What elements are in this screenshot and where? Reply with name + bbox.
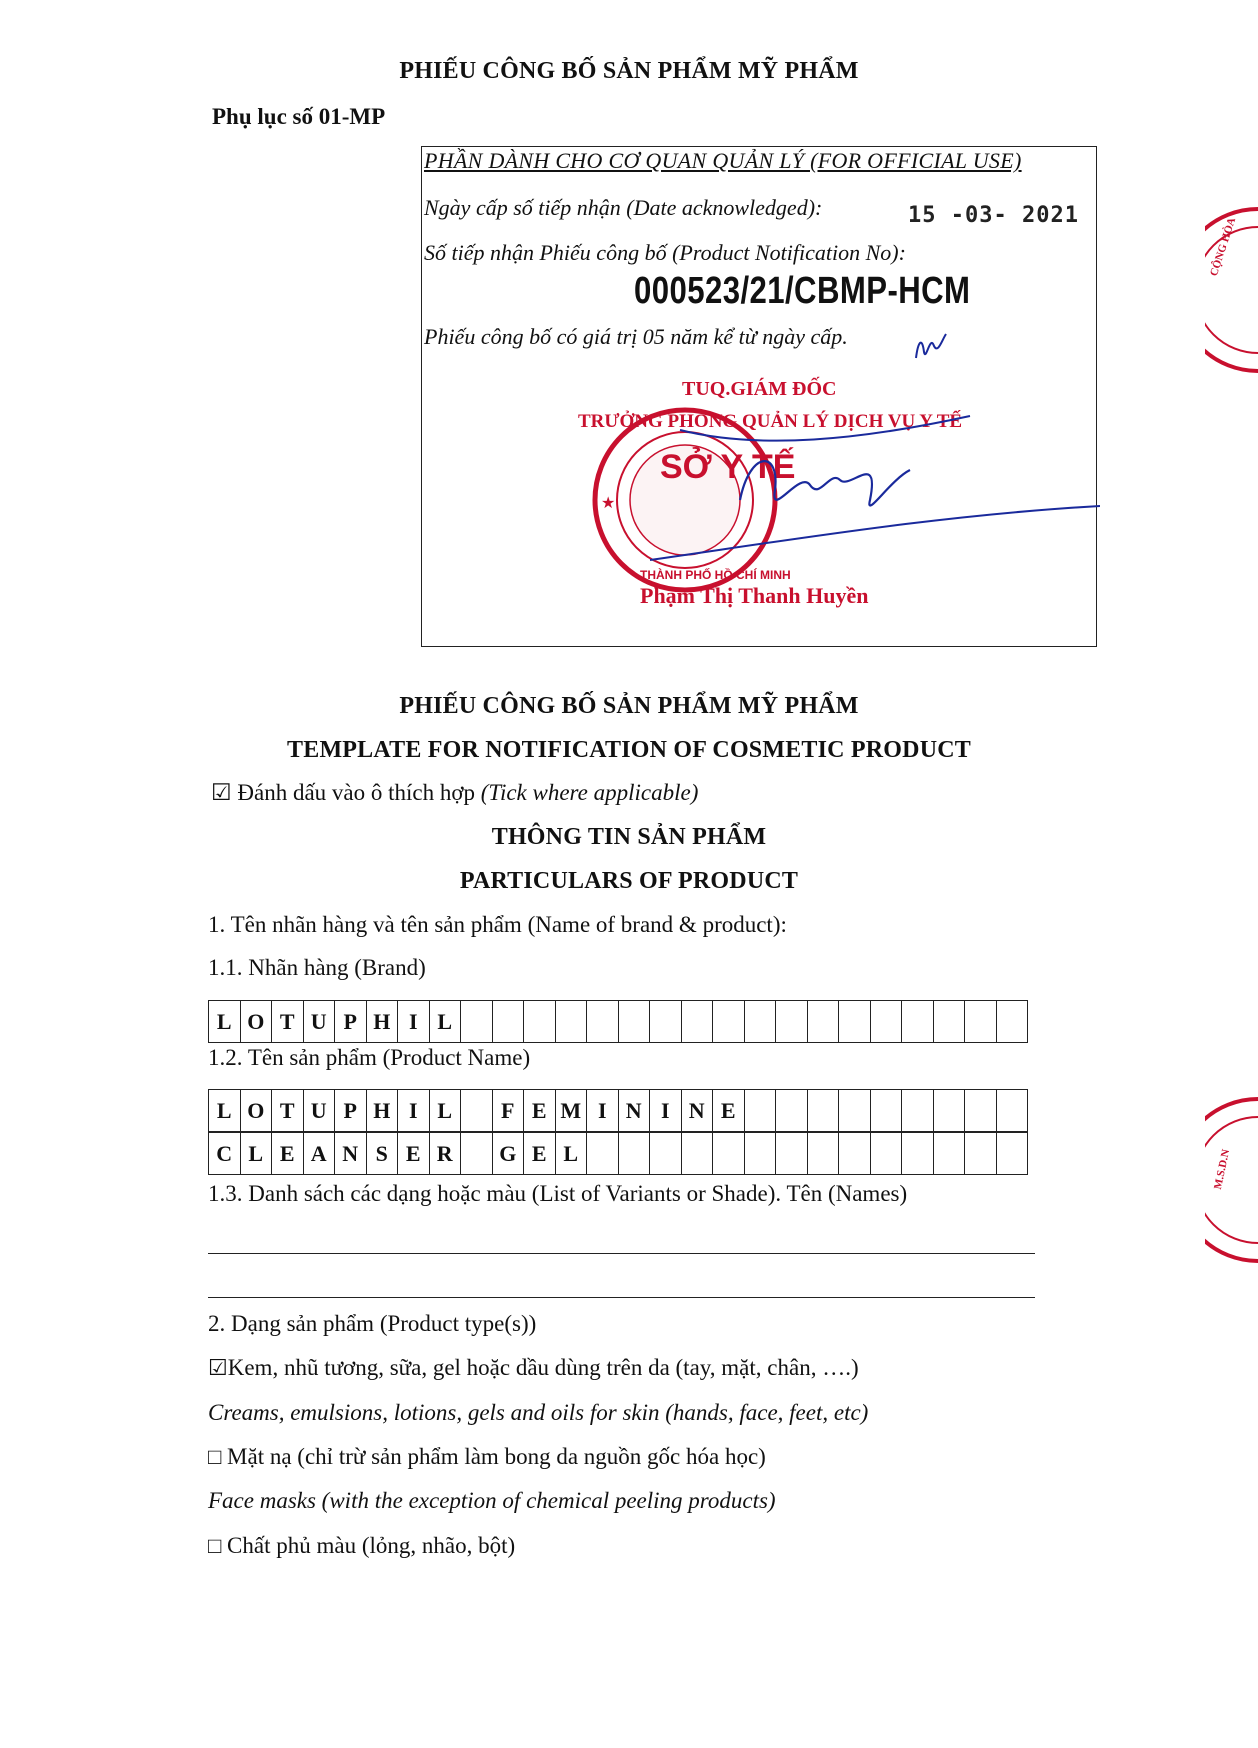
product-name-grid-row-1 xyxy=(208,1089,1028,1132)
letter-cell xyxy=(524,1001,556,1042)
letter-cell: I xyxy=(398,1090,430,1131)
letter-cell xyxy=(587,1001,619,1042)
date-acknowledged-label: Ngày cấp số tiếp nhận (Date acknowledged): xyxy=(424,195,823,220)
svg-text:★: ★ xyxy=(601,493,616,512)
option-3-vi: Chất phủ màu (lỏng, nhão, bột) xyxy=(227,1533,516,1558)
question-1-1: 1.1. Nhãn hàng (Brand) xyxy=(208,955,426,980)
letter-cell xyxy=(745,1001,777,1042)
letter-cell xyxy=(461,1001,493,1042)
appendix-label: Phụ lục số 01-MP xyxy=(212,104,386,129)
option-2-en: Face masks (with the exception of chemical peeling products) xyxy=(208,1488,776,1513)
empty-box-icon: □ xyxy=(208,1533,222,1558)
letter-cell xyxy=(776,1133,808,1174)
letter-cell: M xyxy=(556,1090,588,1131)
letter-cell: O xyxy=(241,1001,273,1042)
question-2: 2. Dạng sản phẩm (Product type(s)) xyxy=(208,1311,537,1336)
form-title-vi: PHIẾU CÔNG BỐ SẢN PHẨM MỸ PHẨM xyxy=(399,693,859,719)
letter-cell: T xyxy=(272,1001,304,1042)
letter-cell xyxy=(776,1090,808,1131)
brand-grid xyxy=(208,1000,1028,1043)
letter-cell xyxy=(650,1133,682,1174)
letter-cell: F xyxy=(493,1090,525,1131)
letter-cell: L xyxy=(209,1090,241,1131)
letter-cell xyxy=(871,1001,903,1042)
letter-cell: R xyxy=(430,1133,462,1174)
checked-box-icon: ☑ xyxy=(211,780,232,805)
letter-cell: E xyxy=(524,1133,556,1174)
letter-cell: E xyxy=(713,1090,745,1131)
initials-mark xyxy=(912,328,948,364)
letter-cell xyxy=(934,1090,966,1131)
product-type-option-2 xyxy=(208,1444,766,1470)
letter-cell xyxy=(808,1133,840,1174)
letter-cell: L xyxy=(430,1090,462,1131)
tick-note-en: (Tick where applicable) xyxy=(480,780,699,805)
letter-cell xyxy=(461,1133,493,1174)
option-1-vi: Kem, nhũ tương, sữa, gel hoặc dầu dùng trên da (tay, mặt, chân, ….) xyxy=(227,1355,859,1380)
letter-cell: E xyxy=(398,1133,430,1174)
date-acknowledged-value: 15 -03- 2021 xyxy=(908,203,1079,228)
section-title-vi: THÔNG TIN SẢN PHẨM xyxy=(491,824,767,850)
signer-name: Phạm Thị Thanh Huyền xyxy=(640,583,869,608)
letter-cell xyxy=(997,1090,1029,1131)
letter-cell: U xyxy=(304,1090,336,1131)
signature-ink xyxy=(640,410,1100,570)
form-title-en: TEMPLATE FOR NOTIFICATION OF COSMETIC PRODUCT xyxy=(287,737,971,763)
tick-note-vi: Đánh dấu vào ô thích hợp xyxy=(237,780,476,805)
signer-title-2: TRƯỞNG PHÒNG QUẢN LÝ DỊCH VỤ Y TẾ xyxy=(578,411,963,432)
letter-cell xyxy=(587,1133,619,1174)
checked-box-icon: ☑ xyxy=(208,1355,228,1380)
question-1-2: 1.2. Tên sản phẩm (Product Name) xyxy=(208,1045,531,1070)
letter-cell: I xyxy=(587,1090,619,1131)
letter-cell: E xyxy=(272,1133,304,1174)
letter-cell: C xyxy=(209,1133,241,1174)
letter-cell: N xyxy=(335,1133,367,1174)
edge-stamp-bottom-text: M.S.D.N xyxy=(1212,1148,1233,1191)
seal-center-text: SỞ Y TẾ xyxy=(660,448,796,486)
letter-cell xyxy=(965,1090,997,1131)
letter-cell: S xyxy=(367,1133,399,1174)
option-1-en: Creams, emulsions, lotions, gels and oils for skin (hands, face, feet, etc) xyxy=(208,1400,869,1425)
letter-cell: I xyxy=(398,1001,430,1042)
letter-cell: A xyxy=(304,1133,336,1174)
letter-cell xyxy=(776,1001,808,1042)
letter-cell: T xyxy=(272,1090,304,1131)
letter-cell: L xyxy=(241,1133,273,1174)
letter-cell xyxy=(556,1001,588,1042)
letter-cell xyxy=(902,1133,934,1174)
letter-cell: U xyxy=(304,1001,336,1042)
letter-cell: H xyxy=(367,1001,399,1042)
letter-cell: L xyxy=(209,1001,241,1042)
letter-cell: P xyxy=(335,1001,367,1042)
product-type-option-3 xyxy=(208,1533,515,1559)
letter-cell xyxy=(965,1133,997,1174)
letter-cell xyxy=(808,1001,840,1042)
letter-cell xyxy=(619,1001,651,1042)
letter-cell xyxy=(682,1133,714,1174)
notification-number-label: Số tiếp nhận Phiếu công bố (Product Notification No): xyxy=(424,240,906,265)
letter-cell xyxy=(871,1090,903,1131)
page-title: PHIẾU CÔNG BỐ SẢN PHẨM MỸ PHẨM xyxy=(399,58,859,84)
letter-cell: P xyxy=(335,1090,367,1131)
edge-stamp-top-text: CỘNG HÒA xyxy=(1208,216,1239,278)
letter-cell xyxy=(808,1090,840,1131)
letter-cell xyxy=(934,1001,966,1042)
letter-cell xyxy=(650,1001,682,1042)
seal-ring-text: THÀNH PHỐ HỒ CHÍ MINH xyxy=(640,568,791,582)
letter-cell xyxy=(839,1090,871,1131)
letter-cell xyxy=(934,1133,966,1174)
question-1-3: 1.3. Danh sách các dạng hoặc màu (List of Variants or Shade). Tên (Names) xyxy=(208,1181,908,1206)
variants-line-1 xyxy=(208,1253,1035,1254)
letter-cell xyxy=(997,1001,1029,1042)
letter-cell: L xyxy=(430,1001,462,1042)
signer-title-1: TUQ.GIÁM ĐỐC xyxy=(682,378,837,400)
letter-cell xyxy=(461,1090,493,1131)
letter-cell xyxy=(682,1001,714,1042)
letter-cell xyxy=(902,1090,934,1131)
product-type-option-1 xyxy=(208,1355,859,1381)
letter-cell: N xyxy=(619,1090,651,1131)
letter-cell xyxy=(839,1001,871,1042)
notification-number-value: 000523/21/CBMP-HCM xyxy=(634,270,971,312)
letter-cell xyxy=(997,1133,1029,1174)
letter-cell xyxy=(713,1001,745,1042)
letter-cell: O xyxy=(241,1090,273,1131)
letter-cell: E xyxy=(524,1090,556,1131)
product-name-grid-row-2 xyxy=(208,1132,1028,1175)
letter-cell xyxy=(493,1001,525,1042)
letter-cell xyxy=(619,1133,651,1174)
letter-cell xyxy=(902,1001,934,1042)
official-use-heading: PHẦN DÀNH CHO CƠ QUAN QUẢN LÝ (FOR OFFICIAL USE) xyxy=(424,148,1022,173)
empty-box-icon: □ xyxy=(208,1444,222,1469)
letter-cell xyxy=(745,1133,777,1174)
letter-cell: H xyxy=(367,1090,399,1131)
section-title-en: PARTICULARS OF PRODUCT xyxy=(459,868,799,894)
question-1: 1. Tên nhãn hàng và tên sản phẩm (Name of brand & product): xyxy=(208,912,787,937)
letter-cell xyxy=(839,1133,871,1174)
letter-cell xyxy=(871,1133,903,1174)
letter-cell xyxy=(745,1090,777,1131)
letter-cell xyxy=(965,1001,997,1042)
letter-cell: I xyxy=(650,1090,682,1131)
letter-cell: N xyxy=(682,1090,714,1131)
tick-instruction xyxy=(211,780,698,806)
variants-line-2 xyxy=(208,1297,1035,1298)
option-2-vi: Mặt nạ (chỉ trừ sản phẩm làm bong da nguồn gốc hóa học) xyxy=(227,1444,766,1469)
letter-cell xyxy=(713,1133,745,1174)
letter-cell: G xyxy=(493,1133,525,1174)
letter-cell: L xyxy=(556,1133,588,1174)
validity-text: Phiếu công bố có giá trị 05 năm kể từ ngày cấp. xyxy=(424,324,848,349)
